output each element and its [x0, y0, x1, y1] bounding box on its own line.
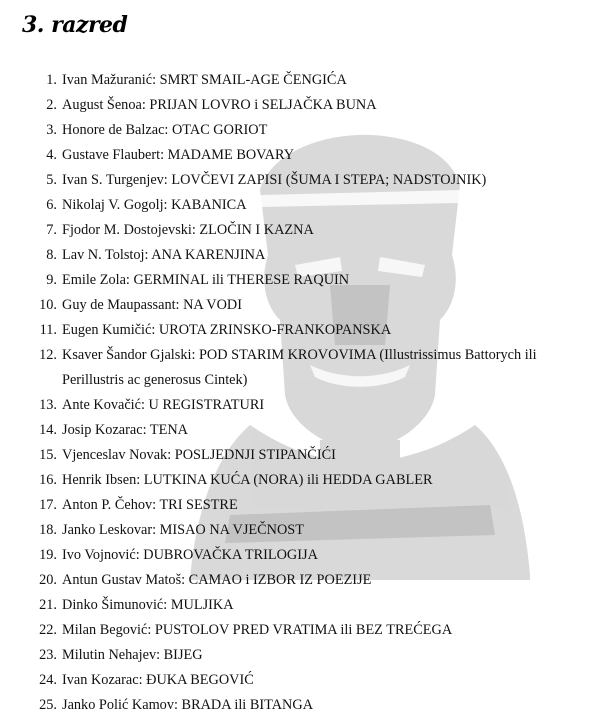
item-number: 20.	[39, 572, 57, 588]
list-item	[0, 493, 607, 518]
list-item	[0, 618, 607, 643]
item-number: 22.	[39, 622, 57, 638]
item-number: 18.	[39, 522, 57, 538]
item-text: Nikolaj V. Gogolj: KABANICA	[62, 197, 247, 213]
item-text: Ivan Mažuranić: SMRT SMAIL-AGE ČENGIĆA	[62, 72, 347, 88]
item-number: 5.	[46, 172, 57, 188]
item-number: 4.	[46, 147, 57, 163]
item-text: Ivan S. Turgenjev: LOVČEVI ZAPISI (ŠUMA I STEPA; NADSTOJNIK)	[62, 172, 487, 188]
list-item	[0, 193, 607, 218]
item-text: Dinko Šimunović: MULJIKA	[62, 597, 234, 613]
list-item	[0, 218, 607, 243]
item-number: 6.	[46, 197, 57, 213]
item-number: 2.	[46, 97, 57, 113]
item-number: 11.	[39, 322, 57, 338]
item-text: Vjenceslav Novak: POSLJEDNJI STIPANČIĆI	[62, 447, 336, 463]
list-item	[0, 668, 607, 693]
item-number: 16.	[39, 472, 57, 488]
item-text: Guy de Maupassant: NA VODI	[62, 297, 243, 313]
item-text: Antun Gustav Matoš: CAMAO i IZBOR IZ POEZIJE	[62, 572, 372, 588]
item-text: Henrik Ibsen: LUTKINA KUĆA (NORA) ili HEDDA GABLER	[62, 472, 433, 488]
item-number: 3.	[46, 122, 57, 138]
item-number: 12.	[39, 347, 57, 363]
list-item	[0, 693, 607, 718]
list-item	[0, 593, 607, 618]
item-text: Eugen Kumičić: UROTA ZRINSKO-FRANKOPANSKA	[62, 322, 392, 338]
item-text: Gustave Flaubert: MADAME BOVARY	[62, 147, 295, 163]
list-item	[0, 293, 607, 318]
item-number: 19.	[39, 547, 57, 563]
list-item	[0, 518, 607, 543]
item-text: Ksaver Šandor Gjalski: POD STARIM KROVOVIMA (Illustrissimus Battorych ili Perillustris ac generosus Cintek)	[62, 347, 537, 388]
list-item	[0, 68, 607, 93]
item-number: 7.	[46, 222, 57, 238]
list-item	[0, 243, 607, 268]
list-item	[0, 143, 607, 168]
list-item	[0, 568, 607, 593]
item-number: 9.	[46, 272, 57, 288]
item-text: Honore de Balzac: OTAC GORIOT	[62, 122, 268, 138]
item-number: 13.	[39, 397, 57, 413]
item-text: Emile Zola: GERMINAL ili THERESE RAQUIN	[62, 272, 350, 288]
list-item	[0, 318, 607, 343]
item-number: 25.	[39, 697, 57, 713]
item-text: Ivo Vojnović: DUBROVAČKA TRILOGIJA	[62, 547, 318, 563]
item-text: Ivan Kozarac: ĐUKA BEGOVIĆ	[62, 672, 254, 688]
item-text: Janko Polić Kamov: BRADA ili BITANGA	[62, 697, 314, 713]
item-text: Josip Kozarac: TENA	[62, 422, 188, 438]
item-text: Ante Kovačić: U REGISTRATURI	[62, 397, 265, 413]
list-item	[0, 418, 607, 443]
item-number: 23.	[39, 647, 57, 663]
item-text: Lav N. Tolstoj: ANA KARENJINA	[62, 247, 266, 263]
list-item	[0, 393, 607, 418]
page-title: 3. razred	[22, 12, 128, 38]
item-number: 8.	[46, 247, 57, 263]
item-number: 1.	[46, 72, 57, 88]
list-item	[0, 643, 607, 668]
item-text: Janko Leskovar: MISAO NA VJEČNOST	[62, 522, 304, 538]
item-text: Milan Begović: PUSTOLOV PRED VRATIMA ili BEZ TREĆEGA	[62, 622, 453, 638]
item-number: 24.	[39, 672, 57, 688]
reading-list	[0, 68, 607, 718]
item-number: 17.	[39, 497, 57, 513]
item-text: Fjodor M. Dostojevski: ZLOČIN I KAZNA	[62, 222, 314, 238]
item-number: 14.	[39, 422, 57, 438]
list-item	[0, 443, 607, 468]
item-number: 15.	[39, 447, 57, 463]
list-item	[0, 168, 607, 193]
list-item	[0, 118, 607, 143]
list-item	[0, 93, 607, 118]
item-number: 10.	[39, 297, 57, 313]
list-item	[0, 268, 607, 293]
list-item	[0, 343, 607, 393]
list-item	[0, 468, 607, 493]
list-item	[0, 543, 607, 568]
item-text: August Šenoa: PRIJAN LOVRO i SELJAČKA BUNA	[62, 97, 377, 113]
item-number: 21.	[39, 597, 57, 613]
item-text: Milutin Nehajev: BIJEG	[62, 647, 203, 663]
item-text: Anton P. Čehov: TRI SESTRE	[62, 497, 238, 513]
